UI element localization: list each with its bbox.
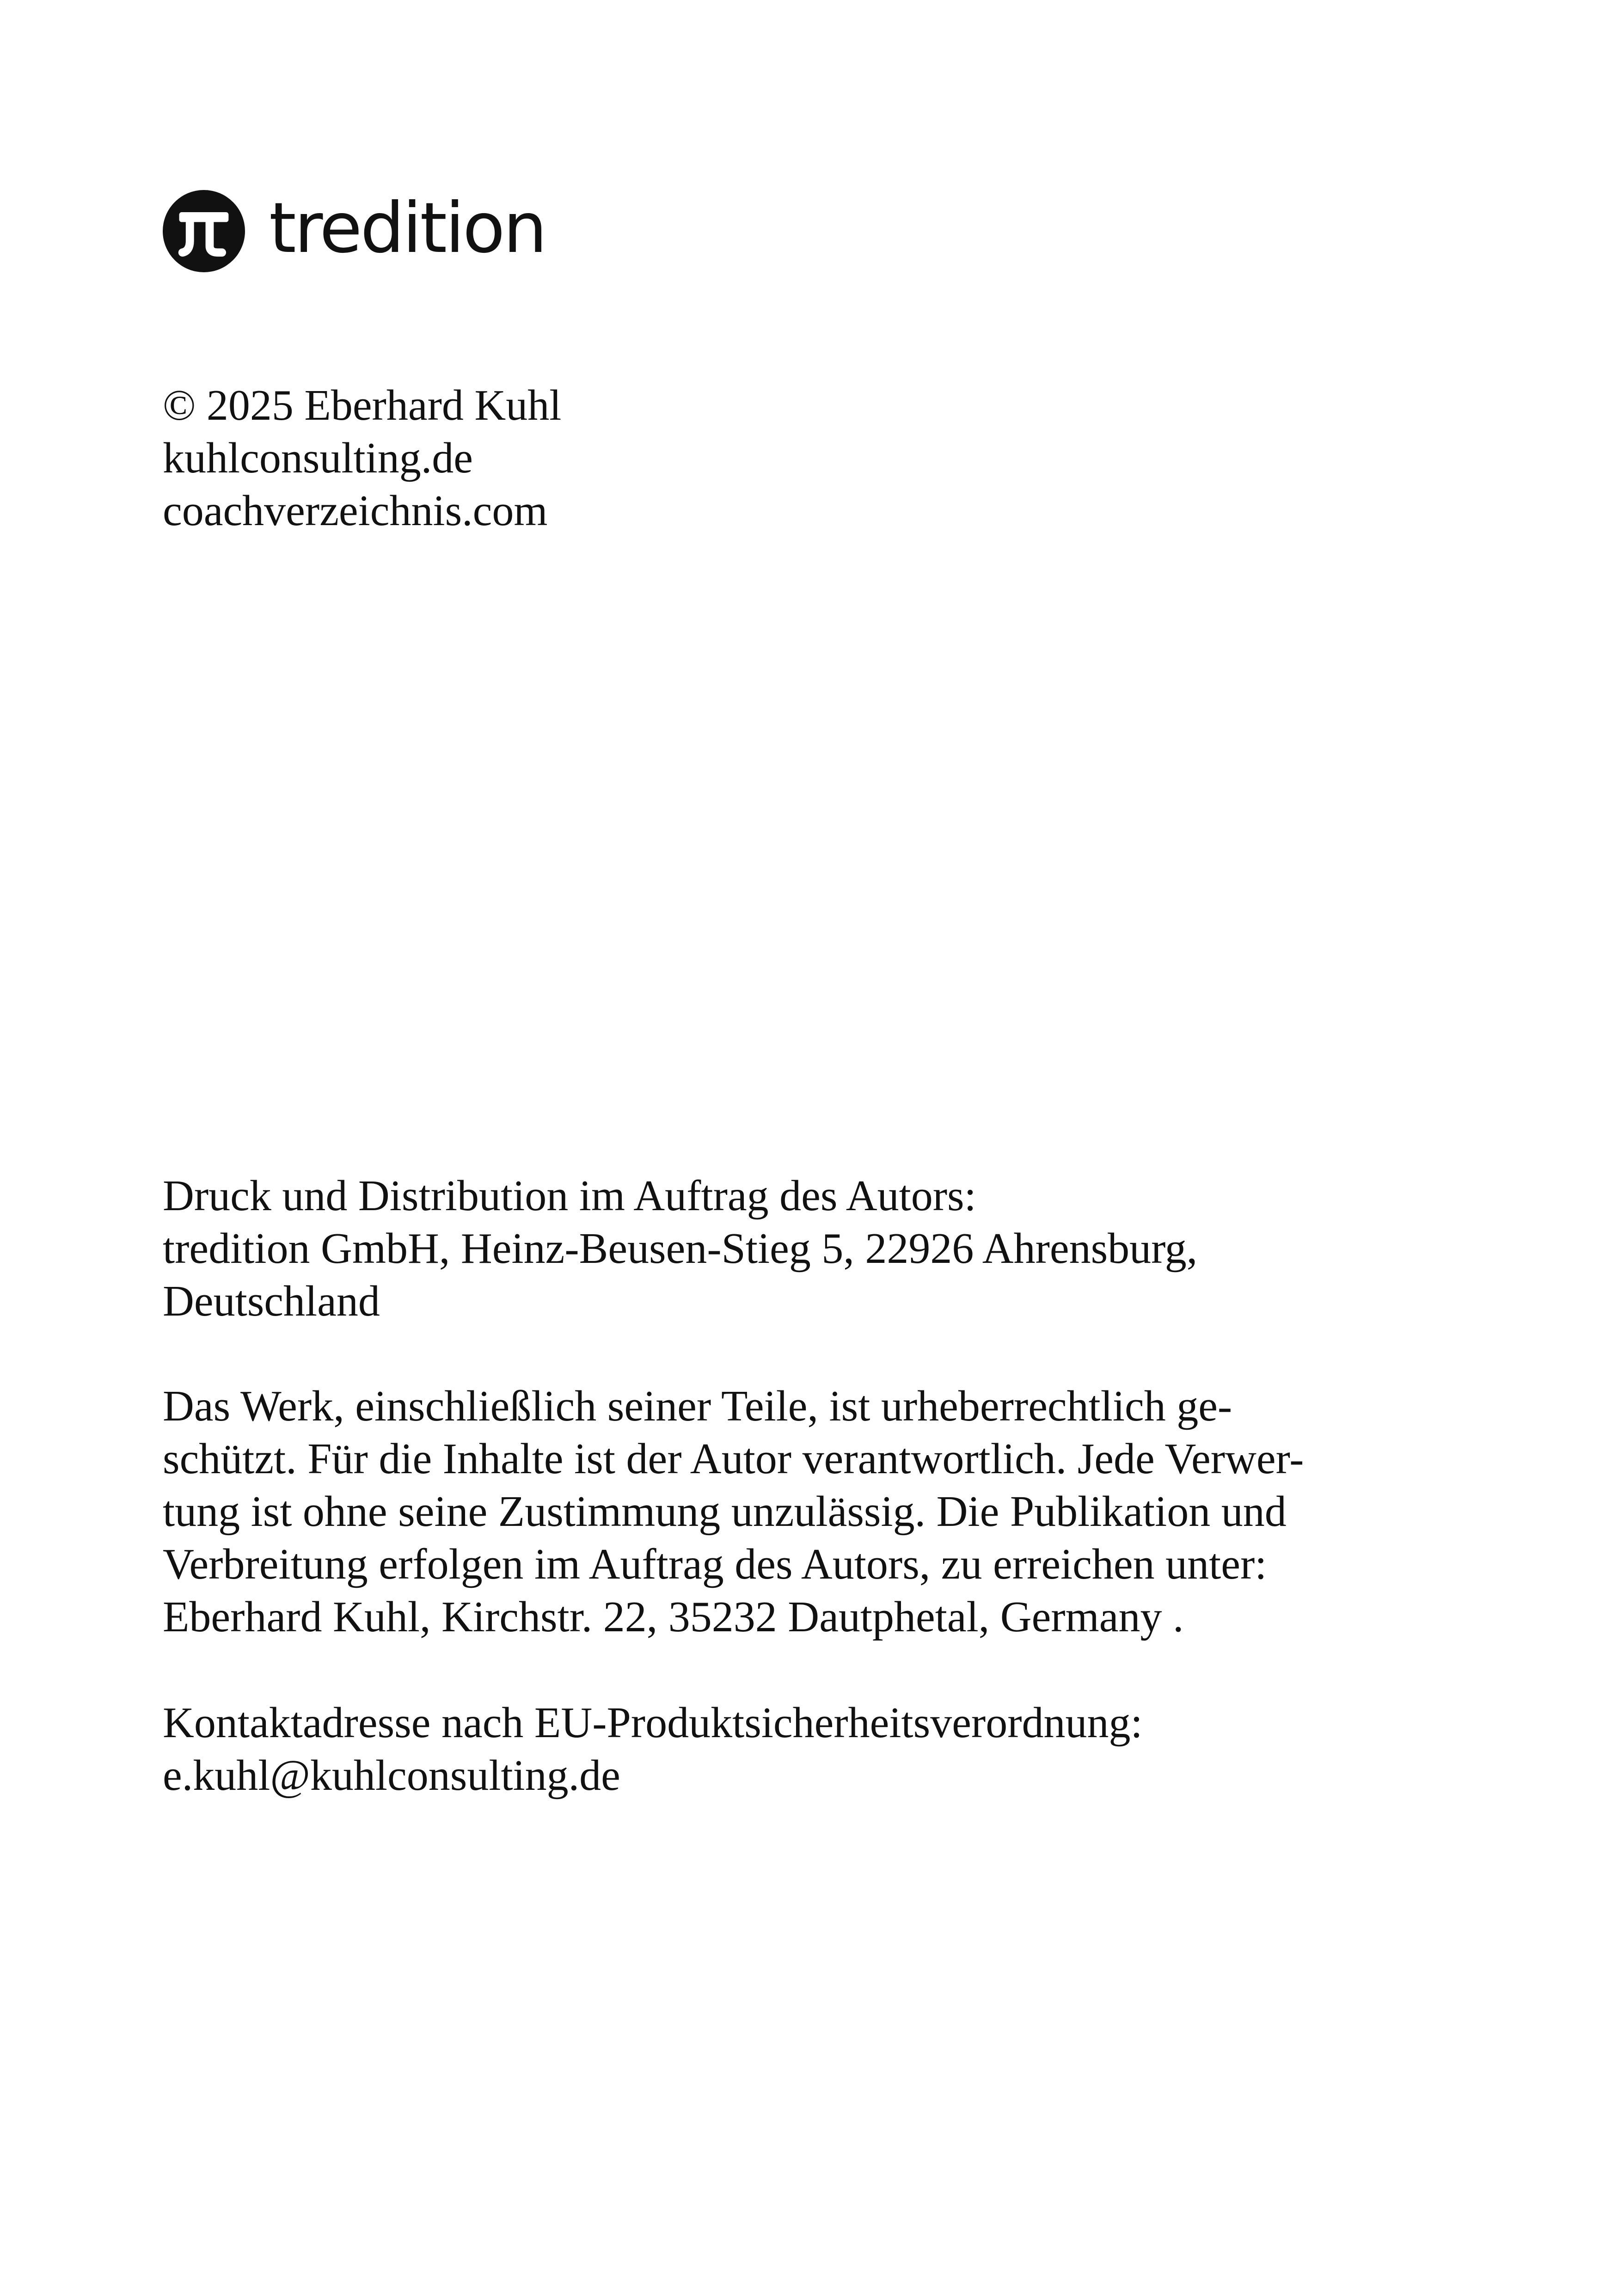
contact-notice	[163, 1696, 1143, 1802]
publisher-wordmark: tredition	[269, 188, 545, 269]
rights-line: Verbreitung erfolgen im Auftrag des Autors, zu erreichen unter:	[163, 1540, 1267, 1588]
rights-line: Das Werk, einschließlich seiner Teile, ist urheberrechtlich ge-	[163, 1382, 1232, 1430]
contact-email: e.kuhl@kuhlconsulting.de	[163, 1751, 620, 1800]
website-link: coachverzeichnis.com	[163, 487, 548, 535]
printing-line: Deutschland	[163, 1277, 380, 1325]
tredition-logo-icon	[163, 190, 245, 272]
rights-line: tung ist ohne seine Zustimmung unzulässig. Die Publikation und	[163, 1488, 1287, 1536]
copyright-line: © 2025 Eberhard Kuhl	[163, 381, 562, 429]
printing-line: Druck und Distribution im Auftrag des Autors:	[163, 1172, 976, 1220]
rights-line: schützt. Für die Inhalte ist der Autor verantwortlich. Jede Verwer-	[163, 1435, 1304, 1483]
rights-notice	[163, 1380, 1304, 1643]
printing-line: tredition GmbH, Heinz-Beusen-Stieg 5, 22926 Ahrensburg,	[163, 1225, 1198, 1273]
publisher-logo	[163, 190, 545, 273]
copyright-block	[163, 379, 561, 537]
rights-line: Eberhard Kuhl, Kirchstr. 22, 35232 Dautphetal, Germany .	[163, 1593, 1184, 1641]
website-link: kuhlconsulting.de	[163, 434, 473, 482]
contact-line: Kontaktadresse nach EU-Produktsicherheitsverordnung:	[163, 1699, 1143, 1747]
printing-notice	[163, 1169, 1197, 1328]
